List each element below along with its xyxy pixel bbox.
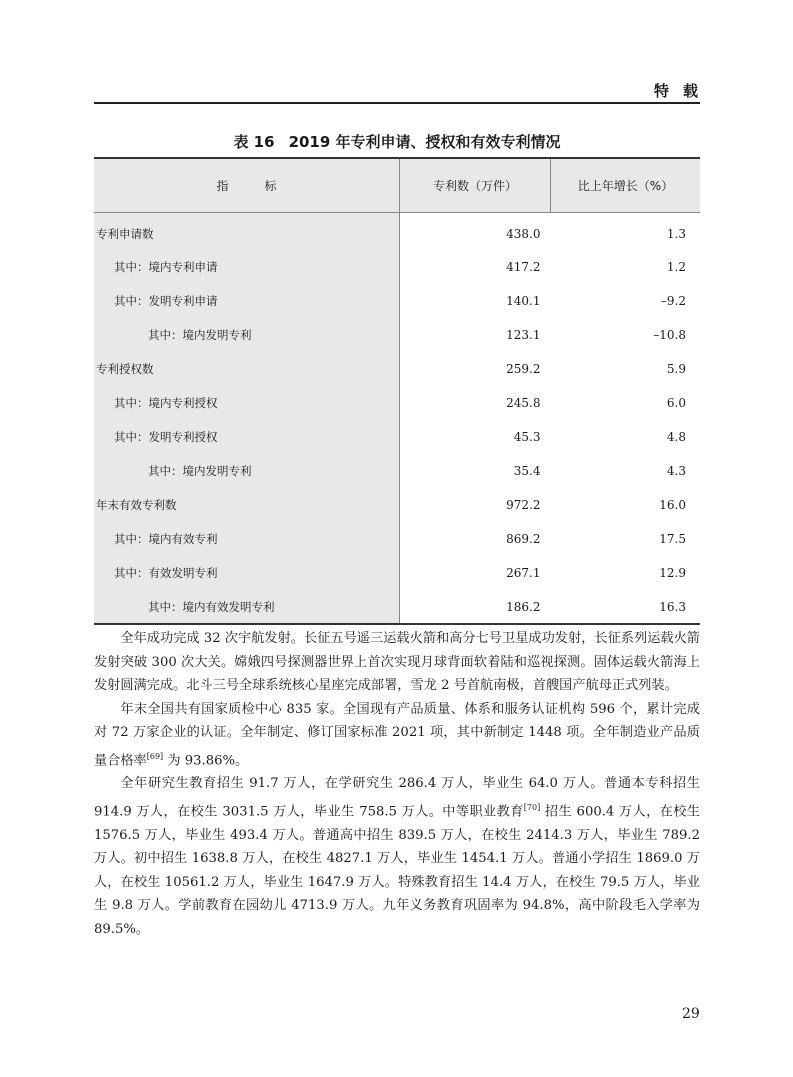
table-row xyxy=(94,556,700,590)
row-count: 35.4 xyxy=(513,464,541,478)
paragraph-text: 全年研究生教育招生 91.7 万人，在学研究生 286.4 万人，毕业生 64.0 万人。普通本专科招生 914.9 万人，在校生 3031.5 万人，毕业生 758.5 万人。中等职业教育 xyxy=(94,776,700,820)
row-label: 其中：发明专利申请 xyxy=(94,284,400,318)
table-row xyxy=(94,454,700,488)
table-row xyxy=(94,250,700,284)
row-label: 其中：发明专利授权 xyxy=(94,420,400,454)
row-label: 其中：境内专利授权 xyxy=(94,386,400,420)
paragraph-quality-inspection xyxy=(94,698,700,773)
row-growth: 5.9 xyxy=(666,362,686,376)
row-growth: 6.0 xyxy=(666,396,686,410)
row-label: 其中：境内有效专利 xyxy=(94,522,400,556)
table-row xyxy=(94,352,700,386)
row-count: 45.3 xyxy=(513,430,541,444)
row-growth: –9.2 xyxy=(660,294,686,308)
row-growth: 4.3 xyxy=(666,464,686,478)
row-growth: 16.3 xyxy=(551,590,701,624)
row-count: 267.1 xyxy=(506,566,541,580)
row-label: 其中：境内发明专利 xyxy=(94,454,400,488)
running-head xyxy=(94,80,712,104)
table-row xyxy=(94,318,700,352)
table-row xyxy=(94,590,700,624)
row-label: 年末有效专利数 xyxy=(94,488,400,522)
table-title xyxy=(94,131,700,152)
row-growth: 4.8 xyxy=(666,430,686,444)
body-text xyxy=(94,627,700,941)
page-number: 29 xyxy=(682,1006,700,1022)
row-label: 专利申请数 xyxy=(94,212,400,250)
table-row xyxy=(94,488,700,522)
table-number: 表 16 xyxy=(233,133,275,151)
row-count: 140.1 xyxy=(506,294,541,308)
patent-table xyxy=(94,157,700,625)
header-growth: 比上年增长（%） xyxy=(551,158,701,212)
header-count: 专利数（万件） xyxy=(400,158,551,212)
row-growth: 12.9 xyxy=(659,566,686,580)
paragraph-space-launch: 全年成功完成 32 次宇航发射。长征五号遥三运载火箭和高分七号卫星成功发射，长征系列运载火箭发射突破 300 次大关。嫦娥四号探测器世界上首次实现月球背面软着陆和巡视探测。固体运载火箭海上发射圆满完成。北斗三号全球系统核心星座完成部署，雪龙 2 号首航南极，首艘国产航母正式列装。 xyxy=(94,631,700,693)
paragraph-text: 为 93.86%。 xyxy=(167,752,249,768)
table-header-row xyxy=(94,158,700,212)
row-label: 其中：境内专利申请 xyxy=(94,250,400,284)
row-count: 259.2 xyxy=(506,362,541,376)
header-indicator xyxy=(94,158,400,212)
table-caption: 2019 年专利申请、授权和有效专利情况 xyxy=(288,133,561,151)
paragraph-text: 年末全国共有国家质检中心 835 家。全国现有产品质量、体系和服务认证机构 596 个，累计完成对 72 万家企业的认证。全年制定、修订国家标准 2021 项，其中新制定 1448 项。全年制造业产品质量合格率 xyxy=(94,701,700,768)
row-growth: –10.8 xyxy=(653,328,686,342)
row-growth: 16.0 xyxy=(659,498,686,512)
row-growth: 1.2 xyxy=(666,260,686,274)
row-growth: 17.5 xyxy=(659,532,686,546)
table-row xyxy=(94,522,700,556)
row-count: 972.2 xyxy=(506,498,541,512)
table-row xyxy=(94,420,700,454)
footnote-ref: [69] xyxy=(146,751,164,761)
table-row xyxy=(94,212,700,250)
row-label: 其中：境内有效发明专利 xyxy=(94,590,400,624)
row-growth: 1.3 xyxy=(666,226,686,241)
paragraph-education xyxy=(94,772,700,941)
row-count: 245.8 xyxy=(506,396,541,410)
row-label: 其中：有效发明专利 xyxy=(94,556,400,590)
row-count: 417.2 xyxy=(506,260,541,274)
table-row xyxy=(94,284,700,318)
row-count: 123.1 xyxy=(506,328,541,342)
row-count: 869.2 xyxy=(506,532,541,546)
row-count: 438.0 xyxy=(506,226,541,241)
paragraph-text: 招生 600.4 万人，在校生 1576.5 万人，毕业生 493.4 万人。普通高中招生 839.5 万人，在校生 2414.3 万人，毕业生 789.2 万人。初中招生 1638.8 万人，在校生 4827.1 万人，毕业生 1454.1 万人。普通小学招生 1869.0 万人，在校生 10561.2 万人，毕业生 1647.9 万人。特殊教育招生 14.4 万人，在校生 79.5 万人，毕业生 9.8 万人。学前教育在园幼儿 4713.9 万人。九年义务教育巩固率为 94.8%，高中阶段毛入学率为 89.5%。 xyxy=(94,804,700,937)
table-body xyxy=(94,212,700,624)
table-row xyxy=(94,386,700,420)
running-head-title: 特载 xyxy=(653,82,712,100)
header-indicator-label: 指标 xyxy=(216,178,313,193)
footnote-ref: [70] xyxy=(523,802,541,812)
row-label: 专利授权数 xyxy=(94,352,400,386)
row-count: 186.2 xyxy=(400,590,551,624)
row-label: 其中：境内发明专利 xyxy=(94,318,400,352)
